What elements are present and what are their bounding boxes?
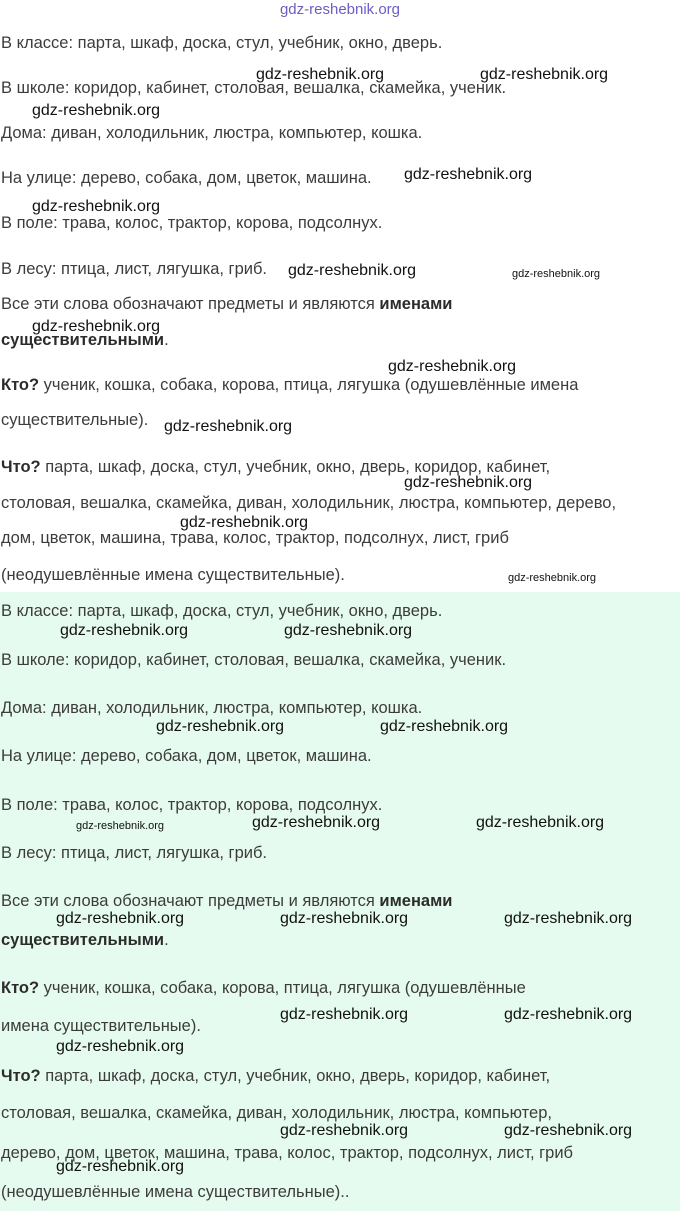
watermark: gdz-reshebnik.org xyxy=(56,1158,185,1175)
text-fragment: ученик, кошка, собака, корова, птица, лягушка (одушевлённые xyxy=(39,979,526,997)
watermark: gdz-reshebnik.org xyxy=(512,268,601,280)
watermark: gdz-reshebnik.org xyxy=(280,1122,409,1139)
text-line: существительные). xyxy=(1,411,149,429)
bold-term: существительными xyxy=(1,931,165,949)
watermark: gdz-reshebnik.org xyxy=(180,514,309,531)
watermark: gdz-reshebnik.org xyxy=(404,166,533,183)
text-line: В лесу: птица, лист, лягушка, гриб. xyxy=(1,260,267,278)
text-line: В поле: трава, колос, трактор, корова, подсолнух. xyxy=(1,796,383,814)
text-line: имена существительные). xyxy=(1,1017,201,1035)
text-line: В поле: трава, колос, трактор, корова, подсолнух. xyxy=(1,214,383,232)
watermark: gdz-reshebnik.org xyxy=(476,814,605,831)
answer-section-1 xyxy=(0,0,680,592)
bold-term: именами xyxy=(379,892,453,910)
watermark: gdz-reshebnik.org xyxy=(504,910,633,927)
watermark: gdz-reshebnik.org xyxy=(280,910,409,927)
text-line xyxy=(1,892,452,911)
text-line xyxy=(1,931,169,950)
watermark: gdz-reshebnik.org xyxy=(480,66,609,83)
text-line xyxy=(1,1067,550,1086)
bold-term: существительными xyxy=(1,331,165,349)
text-line xyxy=(1,295,452,314)
text-line: столовая, вешалка, скамейка, диван, холодильник, люстра, компьютер, дерево, xyxy=(1,494,617,512)
text-line: В классе: парта, шкаф, доска, стул, учебник, окно, дверь. xyxy=(1,34,443,52)
watermark: gdz-reshebnik.org xyxy=(256,66,385,83)
watermark: gdz-reshebnik.org xyxy=(32,102,161,119)
watermark: gdz-reshebnik.org xyxy=(32,198,161,215)
text-fragment: . xyxy=(164,331,169,349)
bold-term: именами xyxy=(379,295,453,313)
text-line: столовая, вешалка, скамейка, диван, холодильник, люстра, компьютер, xyxy=(1,1104,552,1122)
watermark: gdz-reshebnik.org xyxy=(288,262,417,279)
watermark: gdz-reshebnik.org xyxy=(504,1122,633,1139)
text-line: В школе: коридор, кабинет, столовая, вешалка, скамейка, ученик. xyxy=(1,651,507,669)
text-line: дом, цветок, машина, трава, колос, трактор, подсолнух, лист, гриб xyxy=(1,529,509,547)
text-line: Дома: диван, холодильник, люстра, компьютер, кошка. xyxy=(1,124,423,142)
question-what: Что? xyxy=(1,458,41,476)
text-line: На улице: дерево, собака, дом, цветок, машина. xyxy=(1,169,372,187)
text-fragment: Все эти слова обозначают предметы и являются xyxy=(1,892,380,910)
text-fragment: парта, шкаф, доска, стул, учебник, окно, дверь, коридор, кабинет, xyxy=(40,1067,551,1085)
text-line: (неодушевлённые имена существительные).. xyxy=(1,1183,350,1201)
text-line: В лесу: птица, лист, лягушка, гриб. xyxy=(1,844,267,862)
watermark: gdz-reshebnik.org xyxy=(164,418,293,435)
text-line xyxy=(1,979,526,998)
answer-section-2 xyxy=(0,592,680,1211)
watermark: gdz-reshebnik.org xyxy=(56,1038,185,1055)
watermark: gdz-reshebnik.org xyxy=(508,572,597,584)
question-who: Кто? xyxy=(1,979,40,997)
text-line: дерево, дом, цветок, машина, трава, колос, трактор, подсолнух, лист, гриб xyxy=(1,1144,573,1162)
watermark: gdz-reshebnik.org xyxy=(156,718,285,735)
watermark: gdz-reshebnik.org xyxy=(60,622,189,639)
text-line xyxy=(1,376,578,395)
text-line: В школе: коридор, кабинет, столовая, вешалка, скамейка, ученик. xyxy=(1,79,507,97)
text-line: Дома: диван, холодильник, люстра, компьютер, кошка. xyxy=(1,699,423,717)
watermark: gdz-reshebnik.org xyxy=(280,1006,409,1023)
question-what: Что? xyxy=(1,1067,41,1085)
watermark: gdz-reshebnik.org xyxy=(388,358,517,375)
watermark: gdz-reshebnik.org xyxy=(56,910,185,927)
text-line: (неодушевлённые имена существительные). xyxy=(1,566,345,584)
text-line: На улице: дерево, собака, дом, цветок, машина. xyxy=(1,747,372,765)
watermark: gdz-reshebnik.org xyxy=(76,820,165,832)
question-who: Кто? xyxy=(1,376,40,394)
text-fragment: . xyxy=(164,931,169,949)
watermark: gdz-reshebnik.org xyxy=(404,474,533,491)
site-header: gdz-reshebnik.org xyxy=(279,1,401,18)
watermark: gdz-reshebnik.org xyxy=(32,318,161,335)
watermark: gdz-reshebnik.org xyxy=(504,1006,633,1023)
text-fragment: ученик, кошка, собака, корова, птица, лягушка (одушевлённые имена xyxy=(39,376,579,394)
watermark: gdz-reshebnik.org xyxy=(284,622,413,639)
text-fragment: парта, шкаф, доска, стул, учебник, окно, дверь, коридор, кабинет, xyxy=(40,458,551,476)
watermark: gdz-reshebnik.org xyxy=(380,718,509,735)
watermark: gdz-reshebnik.org xyxy=(252,814,381,831)
text-fragment: Все эти слова обозначают предметы и являются xyxy=(1,295,380,313)
text-line: В классе: парта, шкаф, доска, стул, учебник, окно, дверь. xyxy=(1,602,443,620)
